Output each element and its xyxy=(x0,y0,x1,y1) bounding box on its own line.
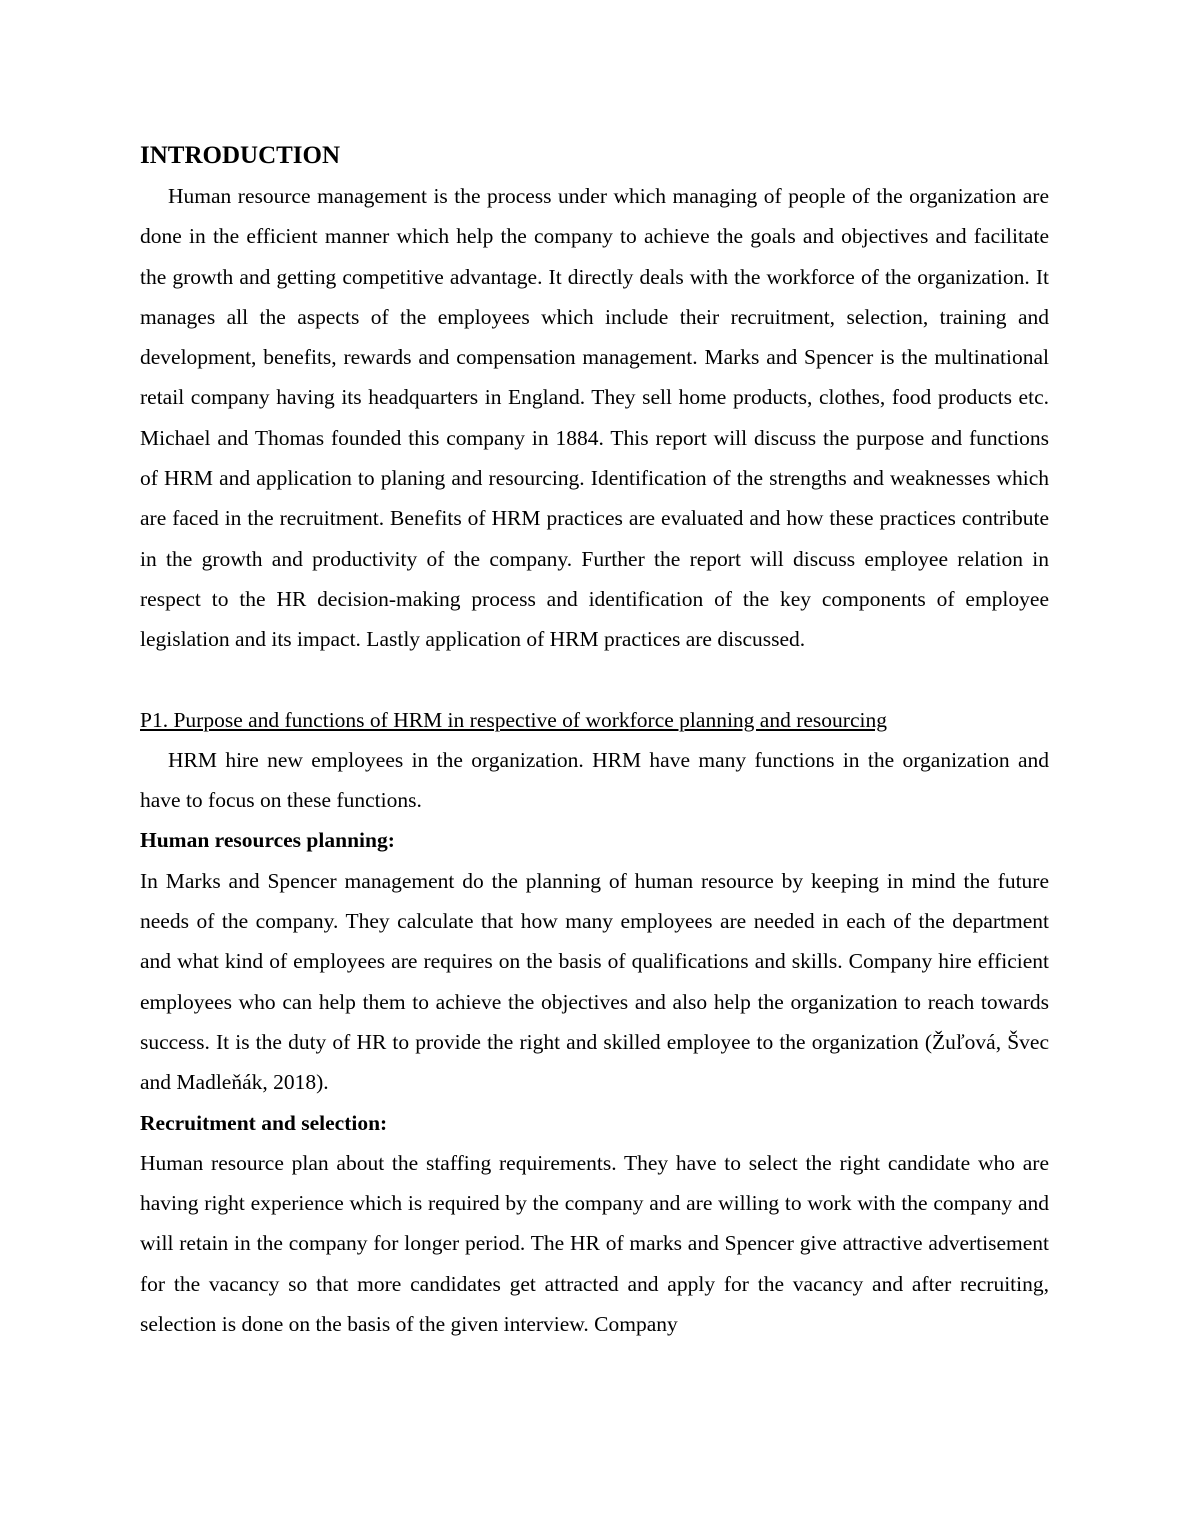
section-spacer xyxy=(140,660,1049,700)
p1-section-heading: P1. Purpose and functions of HRM in respective of workforce planning and resourcing xyxy=(140,707,887,732)
hr-planning-paragraph: In Marks and Spencer management do the planning of human resource by keeping in mind the future needs of the company. They calculate that how many employees are needed in each of the department and what kind of employees are requires on the basis of qualifications and skills. Company hire efficient employees who can help them to achieve the objectives and also help the organization to reach towards success. It is the duty of HR to provide the right and skilled employee to the organization (Žuľová, Švec and Madleňák, 2018). xyxy=(140,868,1049,1095)
recruitment-paragraph: Human resource plan about the staffing requirements. They have to select the right candidate who are having right experience which is required by the company and are willing to work with the company and will retain in the company for longer period. The HR of marks and Spencer give attractive advertisement for the vacancy so that more candidates get attracted and apply for the vacancy and after recruiting, selection is done on the basis of the given interview. Company xyxy=(140,1150,1049,1337)
p1-paragraph: HRM hire new employees in the organization. HRM have many functions in the organization and have to focus on these functions. xyxy=(140,747,1049,813)
introduction-heading: INTRODUCTION xyxy=(140,142,341,169)
document-page xyxy=(140,136,1049,1344)
introduction-paragraph: Human resource management is the process under which managing of people of the organization are done in the efficient manner which help the company to achieve the goals and objectives and facilitate the growth and getting competitive advantage. It directly deals with the workforce of the organization. It manages all the aspects of the employees which include their recruitment, selection, training and development, benefits, rewards and compensation management. Marks and Spencer is the multinational retail company having its headquarters in England. They sell home products, clothes, food products etc. Michael and Thomas founded this company in 1884. This report will discuss the purpose and functions of HRM and application to planing and resourcing. Identification of the strengths and weaknesses which are faced in the recruitment. Benefits of HRM practices are evaluated and how these practices contribute in the growth and productivity of the company. Further the report will discuss employee relation in respect to the HR decision-making process and identification of the key components of employee legislation and its impact. Lastly application of HRM practices are discussed. xyxy=(140,184,1049,652)
hr-planning-heading: Human resources planning: xyxy=(140,828,395,853)
recruitment-heading: Recruitment and selection: xyxy=(140,1110,388,1135)
